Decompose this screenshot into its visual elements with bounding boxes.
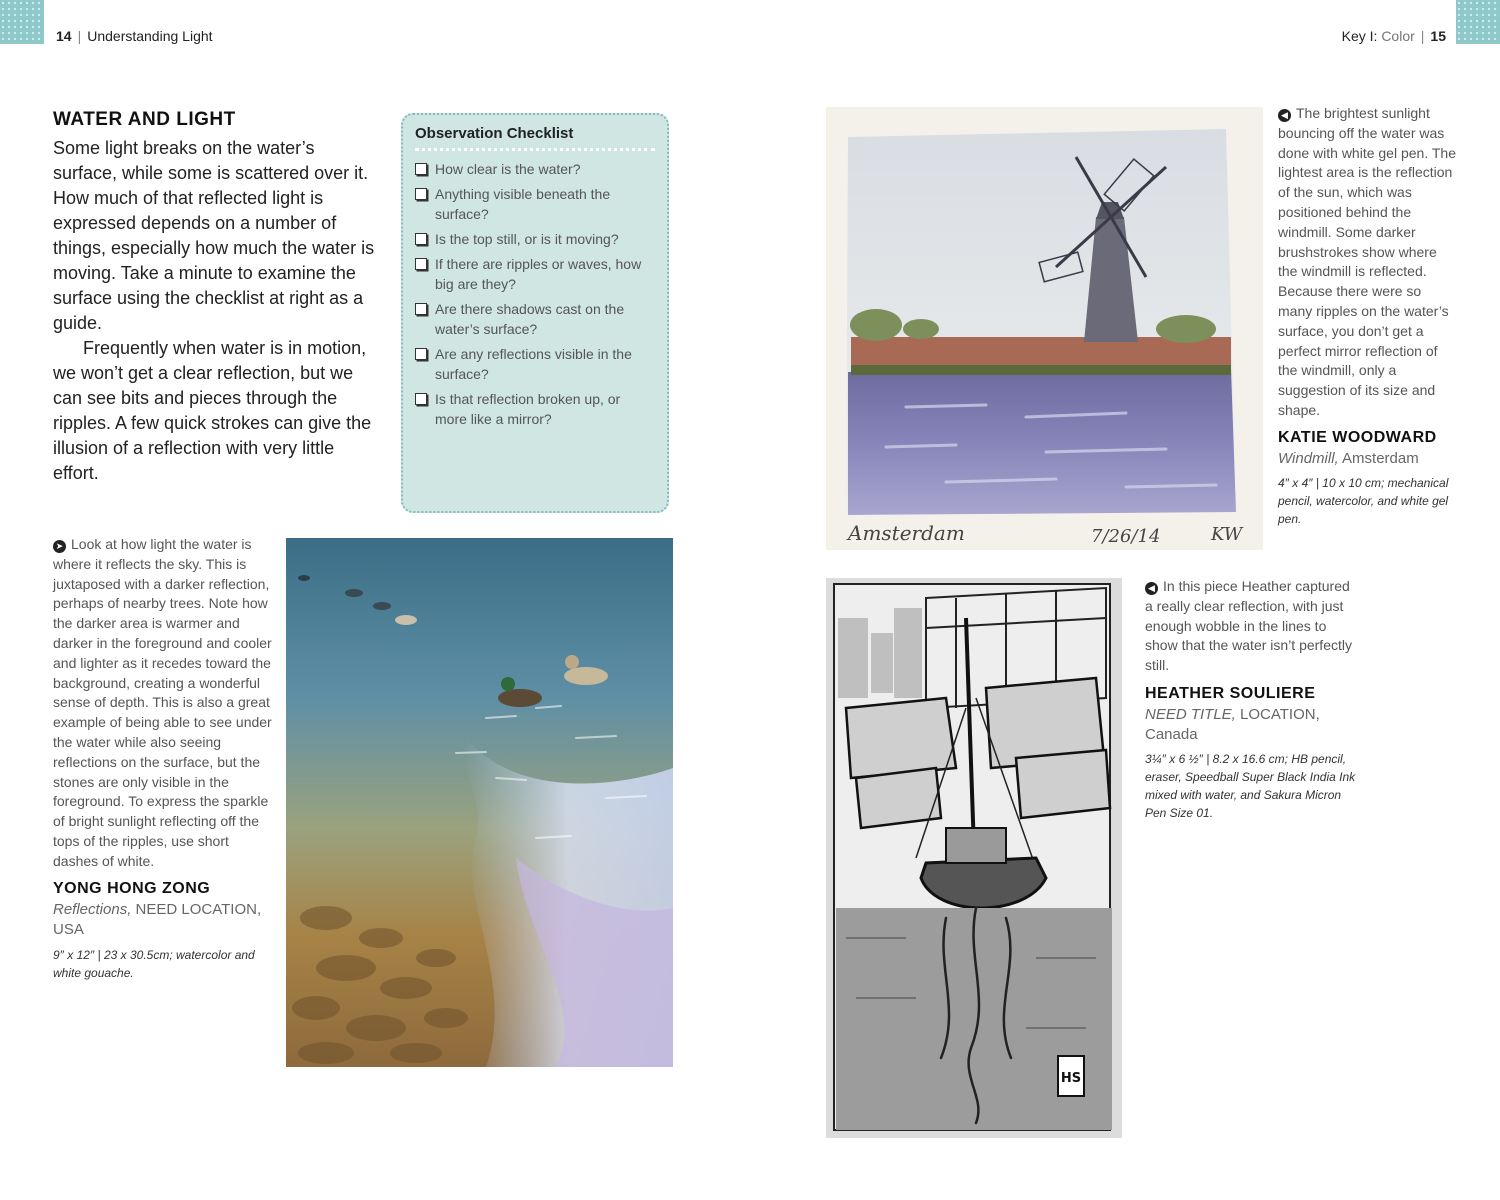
left-section-title: Understanding Light: [87, 28, 213, 44]
checkbox-icon: [415, 393, 427, 405]
section-title: WATER AND LIGHT: [53, 109, 236, 130]
checkbox-icon: [415, 188, 427, 200]
harbor-ink-drawing-svg: [826, 578, 1122, 1138]
left-corner-tab: [0, 0, 44, 44]
right-corner-tab: [1456, 0, 1500, 44]
arrow-left-icon: ◀: [1278, 109, 1291, 122]
souliere-caption: ◀ In this piece Heather captured a really clear reflection, with just enough wobble in the lines to show that the water isn’t perfectly still.: [1145, 578, 1352, 674]
zong-artwork-title: Reflections, NEED LOCATION, USA: [53, 901, 262, 938]
observation-checklist: [401, 113, 669, 513]
arrow-left-icon: ◀: [1145, 582, 1158, 595]
left-running-header: 14 | Understanding Light: [56, 28, 213, 44]
body-paragraph-1: Some light breaks on the water’s surface, while some is scattered over it. How much of that reflected light is expressed depends on a number of things, especially how much the water is moving. Take a minute to examine the surface using the checklist at right as a guide.: [53, 138, 375, 333]
checklist-item: Are there shadows cast on the water’s surface?: [415, 299, 655, 339]
reflections-painting: [286, 538, 673, 1067]
zong-artist-name: YONG HONG ZONG: [53, 880, 211, 897]
souliere-artist-name: HEATHER SOULIERE: [1145, 685, 1316, 702]
checkbox-icon: [415, 348, 427, 360]
right-section-title: Color: [1381, 28, 1415, 44]
checkbox-icon: [415, 233, 427, 245]
checklist-item: If there are ripples or waves, how big are they?: [415, 254, 655, 294]
checklist-item: Are any reflections visible in the surface?: [415, 344, 655, 384]
souliere-artwork-details: 3¼″ x 6 ½″ | 8.2 x 16.6 cm; HB pencil, eraser, Speedball Super Black India Ink mixed with water, and Sakura Micron Pen Size 01.: [1145, 752, 1356, 820]
zong-artwork-details: 9″ x 12″ | 23 x 30.5cm; watercolor and white gouache.: [53, 948, 255, 980]
souliere-artwork-title: NEED TITLE, LOCATION, Canada: [1145, 706, 1320, 743]
reflections-painting-svg: [286, 538, 673, 1067]
checkbox-icon: [415, 303, 427, 315]
right-running-header: Key I: Color | 15: [1341, 28, 1446, 44]
windmill-sketch-date: 7/26/14: [1091, 526, 1161, 547]
woodward-artwork-details: 4″ x 4″ | 10 x 10 cm; mechanical pencil, watercolor, and white gel pen.: [1278, 476, 1449, 526]
checklist-item: Is the top still, or is it moving?: [415, 229, 655, 249]
harbor-monogram: HS: [1060, 1071, 1082, 1086]
body-text: [53, 136, 383, 486]
checkbox-icon: [415, 258, 427, 270]
windmill-sketch-location: Amsterdam: [848, 521, 965, 545]
zong-caption: ➤ Look at how light the water is where it reflects the sky. This is juxtaposed with a darker reflection, perhaps of nearby trees. Note how the darker area is warmer and darker in the foreground and cooler and lighter as it recedes toward the background, creating a wonderful sense of depth. This is also a great example of being able to see under the water while also seeing reflections on the surface, but the stones are only visible in the foreground. To express the sparkle of bright sunlight reflecting off the tops of the ripples, use short dashes of white.: [53, 536, 272, 869]
checklist-item: Anything visible beneath the surface?: [415, 184, 655, 224]
windmill-sketch-initials: KW: [1211, 524, 1243, 545]
checklist-item: How clear is the water?: [415, 159, 655, 179]
woodward-artist-name: KATIE WOODWARD: [1278, 429, 1437, 446]
woodward-caption: ◀ The brightest sunlight bouncing off the water was done with white gel pen. The lightest area is the reflection of the sun, which was positioned behind the windmill. Some darker brushstrokes show where the windmill is reflected. Because there were so many ripples on the water’s surface, you don’t get a perfect mirror reflection of the windmill, only a suggestion of its size and shape.: [1278, 105, 1456, 418]
windmill-painting-svg: [826, 107, 1263, 550]
checklist-item: Is that reflection broken up, or more like a mirror?: [415, 389, 655, 429]
windmill-painting: [826, 107, 1263, 550]
body-paragraph-2: Frequently when water is in motion, we won’t get a clear reflection, but we can see bits and pieces through the ripples. A few quick strokes can give the illusion of a reflection with very little effort.: [53, 338, 372, 483]
harbor-ink-drawing: [826, 578, 1122, 1138]
right-page-number: 15: [1430, 28, 1446, 44]
arrow-right-icon: ➤: [53, 540, 66, 553]
woodward-artwork-title: Windmill, Amsterdam: [1278, 450, 1419, 467]
left-page-number: 14: [56, 28, 72, 44]
checklist-title: Observation Checklist: [415, 125, 655, 151]
checkbox-icon: [415, 163, 427, 175]
right-key-label: Key I:: [1341, 28, 1378, 44]
